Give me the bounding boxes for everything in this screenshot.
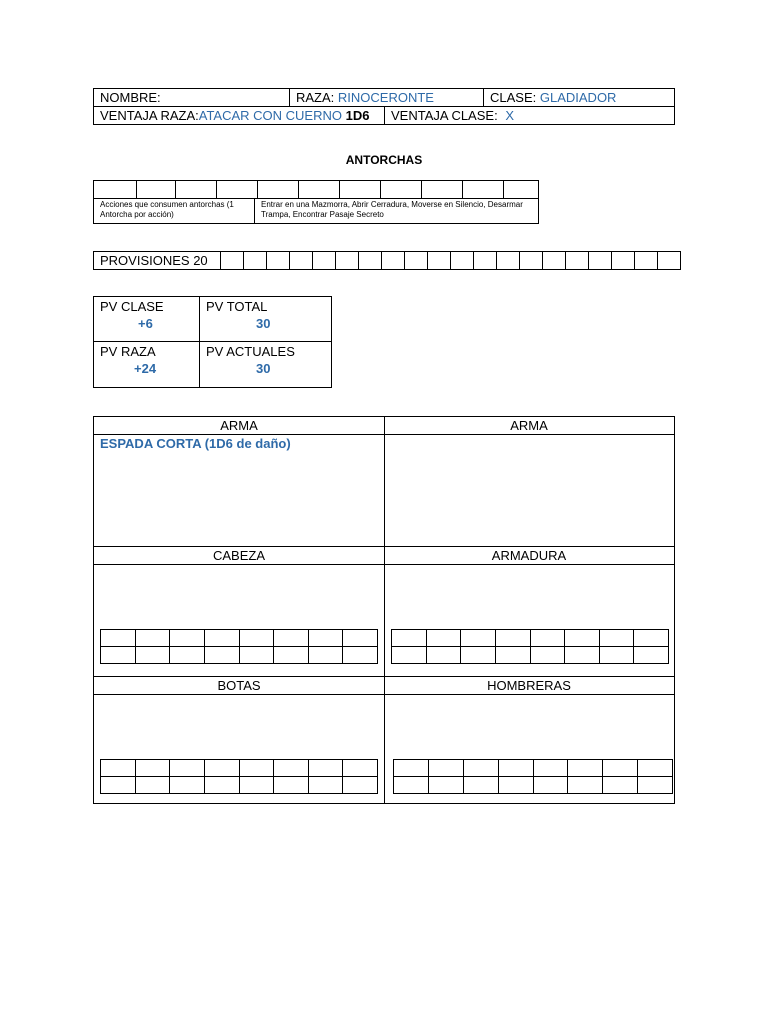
grid-cell[interactable] [495, 647, 530, 664]
grid-cell[interactable] [308, 760, 343, 777]
grid-cell[interactable] [603, 760, 638, 777]
pv-raza-cell [94, 342, 200, 388]
provision-box[interactable] [635, 252, 658, 270]
grid-cell[interactable] [495, 630, 530, 647]
torch-box[interactable] [340, 181, 381, 199]
grid-cell[interactable] [392, 630, 427, 647]
grid-cell[interactable] [426, 630, 461, 647]
grid-cell[interactable] [426, 647, 461, 664]
cabeza-header: CABEZA [94, 547, 384, 565]
grid-cell[interactable] [343, 777, 378, 794]
grid-cell[interactable] [638, 760, 673, 777]
grid-cell[interactable] [599, 647, 634, 664]
grid-cell[interactable] [599, 630, 634, 647]
armadura-grid [391, 629, 669, 664]
provision-box[interactable] [658, 252, 681, 270]
clase-label: CLASE: [490, 90, 537, 105]
clase-value: GLADIADOR [539, 90, 617, 105]
grid-cell[interactable] [634, 647, 669, 664]
arma-left-value: ESPADA CORTA (1D6 de daño) [100, 436, 291, 451]
pv-table [93, 296, 332, 388]
grid-cell[interactable] [530, 647, 565, 664]
grid-cell[interactable] [204, 630, 239, 647]
torch-box[interactable] [94, 181, 137, 199]
nombre-cell [94, 89, 290, 107]
grid-cell[interactable] [308, 777, 343, 794]
provision-box[interactable] [382, 252, 405, 270]
grid-cell[interactable] [101, 777, 136, 794]
grid-cell[interactable] [392, 647, 427, 664]
provision-box[interactable] [336, 252, 359, 270]
hombreras-grid [393, 759, 673, 794]
clase-cell [484, 89, 675, 107]
grid-cell[interactable] [239, 777, 274, 794]
grid-cell[interactable] [533, 760, 568, 777]
torch-box[interactable] [258, 181, 299, 199]
grid-cell[interactable] [274, 760, 309, 777]
provision-box[interactable] [589, 252, 612, 270]
grid-cell[interactable] [274, 777, 309, 794]
grid-cell[interactable] [394, 760, 429, 777]
grid-cell[interactable] [603, 777, 638, 794]
grid-cell[interactable] [461, 647, 496, 664]
provision-box[interactable] [405, 252, 428, 270]
ventaja-raza-value: ATACAR CON CUERNO [198, 108, 342, 123]
raza-value: RINOCERONTE [337, 90, 434, 105]
botas-header: BOTAS [94, 677, 384, 695]
grid-cell[interactable] [343, 760, 378, 777]
pv-actuales-value: 30 [256, 361, 271, 376]
pv-clase-cell [94, 297, 200, 342]
grid-cell[interactable] [204, 647, 239, 664]
grid-cell[interactable] [239, 630, 274, 647]
torch-box[interactable] [422, 181, 463, 199]
ventajas-table [93, 106, 675, 125]
grid-cell[interactable] [461, 630, 496, 647]
pv-total-label: PV TOTAL [206, 299, 268, 314]
raza-cell [290, 89, 484, 107]
nombre-label: NOMBRE: [100, 90, 161, 105]
grid-cell[interactable] [394, 777, 429, 794]
grid-cell[interactable] [463, 760, 498, 777]
provision-box[interactable] [313, 252, 336, 270]
grid-cell[interactable] [565, 647, 600, 664]
grid-cell[interactable] [101, 630, 136, 647]
grid-cell[interactable] [638, 777, 673, 794]
grid-cell[interactable] [343, 630, 378, 647]
provision-box[interactable] [566, 252, 589, 270]
torch-checkboxes [93, 180, 539, 199]
ventaja-clase-cell [385, 107, 675, 125]
grid-cell[interactable] [308, 647, 343, 664]
pv-total-cell [200, 297, 332, 342]
grid-cell[interactable] [170, 760, 205, 777]
torch-note-table [93, 198, 539, 224]
torches-title: ANTORCHAS [345, 153, 423, 167]
arma-right-header: ARMA [384, 417, 674, 435]
grid-cell[interactable] [428, 760, 463, 777]
provisions-table [93, 251, 681, 270]
torch-box[interactable] [176, 181, 217, 199]
equipment-section [93, 416, 675, 804]
provision-box[interactable] [451, 252, 474, 270]
grid-cell[interactable] [568, 777, 603, 794]
provision-box[interactable] [221, 252, 244, 270]
raza-label: RAZA: [296, 90, 335, 105]
grid-cell[interactable] [101, 647, 136, 664]
equipment-divider [384, 417, 385, 803]
provision-box[interactable] [428, 252, 451, 270]
grid-cell[interactable] [170, 777, 205, 794]
provision-box[interactable] [497, 252, 520, 270]
grid-cell[interactable] [239, 760, 274, 777]
grid-cell[interactable] [463, 777, 498, 794]
provision-box[interactable] [244, 252, 267, 270]
grid-cell[interactable] [204, 777, 239, 794]
provision-box[interactable] [520, 252, 543, 270]
ventaja-clase-label: VENTAJA CLASE: [391, 108, 498, 123]
grid-cell[interactable] [343, 647, 378, 664]
grid-cell[interactable] [274, 647, 309, 664]
grid-cell[interactable] [135, 777, 170, 794]
pv-actuales-cell [200, 342, 332, 388]
cabeza-grid [100, 629, 378, 664]
grid-cell[interactable] [135, 647, 170, 664]
provision-box[interactable] [267, 252, 290, 270]
grid-cell[interactable] [135, 630, 170, 647]
ventaja-clase-value: X [505, 108, 514, 123]
provision-box[interactable] [543, 252, 566, 270]
pv-clase-label: PV CLASE [100, 299, 164, 314]
torch-box[interactable] [463, 181, 504, 199]
torch-note-right: Entrar en una Mazmorra, Abrir Cerradura, Moverse en Silencio, Desarmar Trampa, Encontrar Pasaje Secreto [255, 199, 539, 224]
grid-cell[interactable] [498, 760, 533, 777]
character-header-table [93, 88, 675, 107]
grid-cell[interactable] [135, 760, 170, 777]
torch-box[interactable] [299, 181, 340, 199]
pv-raza-label: PV RAZA [100, 344, 156, 359]
pv-raza-value: +24 [134, 361, 157, 376]
provision-box[interactable] [612, 252, 635, 270]
pv-total-value: 30 [256, 316, 271, 331]
grid-cell[interactable] [204, 760, 239, 777]
botas-grid [100, 759, 378, 794]
provision-box[interactable] [359, 252, 382, 270]
grid-cell[interactable] [428, 777, 463, 794]
grid-cell[interactable] [308, 630, 343, 647]
torch-box[interactable] [504, 181, 539, 199]
torch-box[interactable] [217, 181, 258, 199]
torch-note-left: Acciones que consumen antorchas (1 Antorcha por acción) [94, 199, 255, 224]
torch-box[interactable] [137, 181, 176, 199]
torch-box[interactable] [381, 181, 422, 199]
grid-cell[interactable] [498, 777, 533, 794]
grid-cell[interactable] [170, 630, 205, 647]
provision-box[interactable] [290, 252, 313, 270]
provisions-label: PROVISIONES 20 [94, 252, 221, 270]
provision-box[interactable] [474, 252, 497, 270]
grid-cell[interactable] [101, 760, 136, 777]
hombreras-header: HOMBRERAS [384, 677, 674, 695]
grid-cell[interactable] [170, 647, 205, 664]
ventaja-raza-label: VENTAJA RAZA: [100, 108, 199, 123]
pv-actuales-label: PV ACTUALES [206, 344, 295, 359]
grid-cell[interactable] [274, 630, 309, 647]
grid-cell[interactable] [533, 777, 568, 794]
grid-cell[interactable] [565, 630, 600, 647]
grid-cell[interactable] [634, 630, 669, 647]
ventaja-raza-cell [94, 107, 385, 125]
grid-cell[interactable] [239, 647, 274, 664]
grid-cell[interactable] [530, 630, 565, 647]
grid-cell[interactable] [568, 760, 603, 777]
ventaja-raza-dice: 1D6 [345, 108, 370, 123]
armadura-header: ARMADURA [384, 547, 674, 565]
arma-left-header: ARMA [94, 417, 384, 435]
pv-clase-value: +6 [138, 316, 153, 331]
